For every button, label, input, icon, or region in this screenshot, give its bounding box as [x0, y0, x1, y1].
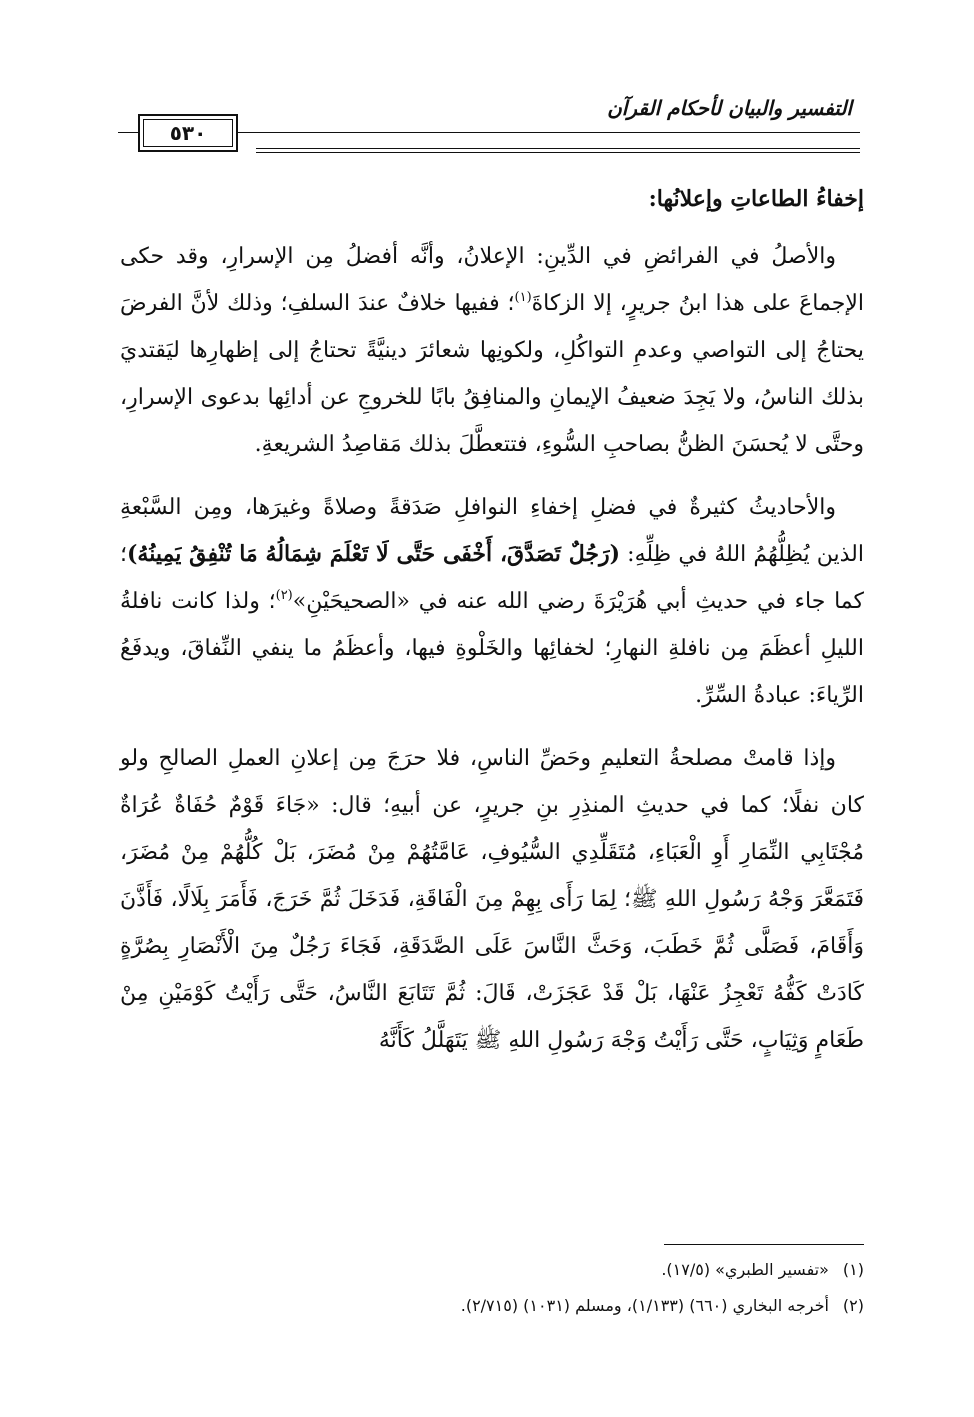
paragraph-1 — [120, 233, 864, 468]
paragraph-1-text: والأصلُ في الفرائضِ في الدِّينِ: الإعلانُ، وأنَّه أفضلُ مِن الإسرارِ، وقد حكى الإجماعَ على هذا ابنُ جريرٍ، إلا الزكاةَ — [120, 244, 864, 316]
footnotes — [120, 1252, 864, 1324]
footnote-1 — [120, 1252, 864, 1288]
main-text — [120, 176, 864, 1080]
paragraph-2-text-a: والأحاديثُ كثيرةٌ في فضلِ إخفاءِ النوافلِ صَدَقةً وصلاةً وغيرَها، ومِن السَّبْعةِ الذين يُظِلُّهُمُ اللهُ في ظِلِّهِ: — [120, 495, 865, 567]
book-title: التفسير والبيان لأحكام القرآن — [607, 96, 852, 120]
header-rule-lower-thin — [256, 152, 860, 153]
page-header — [118, 96, 860, 164]
footnote-text: «تفسير الطبري» (١٧/٥). — [661, 1260, 829, 1279]
paragraph-3 — [120, 735, 864, 1064]
paragraph-2 — [120, 484, 864, 719]
paragraph-2-text-c: ؛ ولذا كانت نافلةُ الليلِ أعظَمَ مِن نافلةِ النهارِ؛ لخفائِها والخَلْوةِ فيها، وأعظَمُ ما ينفي النِّفاقَ، ويدفَعُ الرِّياءَ: عبادةُ السِّرِّ. — [120, 589, 864, 708]
footnote-2 — [120, 1288, 864, 1324]
section-heading: إخفاءُ الطاعاتِ وإعلانُها: — [648, 186, 864, 212]
paragraph-2-text-b: ؛ كما جاء في حديثِ أبي هُرَيْرَةَ رضي الله عنه في «الصحيحَيْنِ» — [120, 542, 864, 614]
page-number: ٥٣٠ — [143, 119, 233, 147]
footnote-number: (١) — [842, 1260, 864, 1279]
paragraph-1-rest: ؛ ففيها خلافٌ عندَ السلفِ؛ وذلك لأنَّ الفرضَ يحتاجُ إلى التواصي وعدمِ التواكُلِ، ولكونِها شعائرَ دينيَّةً تحتاجُ إلى إظهارِها ليَقتديَ بذلك الناسُ، ولا يَجِدَ ضعيفُ الإيمانِ والمنافِقُ بابًا للخروجِ عن أدائِها بدعوى الإسرارِ، وحتَّى لا يُحسَنَ الظنُّ بصاحبِ السُّوءِ، فتتعطَّلَ بذلك مَقاصِدُ الشريعةِ. — [120, 291, 864, 457]
paragraph-3-text: وإذا قامتْ مصلحةُ التعليمِ وحَضِّ الناسِ، فلا حرَجَ مِن إعلانِ العملِ الصالحِ ولو كان نفلًا؛ كما في حديثِ المنذِرِ بنِ جريرٍ، عن أبيهِ؛ قال: «جَاءَ قَوْمٌ حُفَاةٌ عُرَاةٌ مُجْتَابِي النِّمَارِ أَوِ الْعَبَاءِ، مُتَقَلِّدِي السُّيُوفِ، عَامَّتُهُمْ مِنْ مُضَرَ، بَلْ كُلُّهُمْ مِنْ مُضَرَ، فَتَمَعَّرَ وَجْهُ رَسُولِ اللهِ ﷺ؛ لِمَا رَأَى بِهِمْ مِنَ الْفَاقَةِ، فَدَخَلَ ثُمَّ خَرَجَ، فَأَمَرَ بِلَالًا، فَأَذَّنَ وَأَقَامَ، فَصَلَّى ثُمَّ خَطَبَ، وَحَثَّ النَّاسَ عَلَى الصَّدَقَةِ، فَجَاءَ رَجُلٌ مِنَ الْأَنْصَارِ بِصُرَّةٍ كَادَتْ كَفُّهُ تَعْجِزُ عَنْهَا، بَلْ قَدْ عَجَزَتْ، قَالَ: ثُمَّ تَتَابَعَ النَّاسُ، حَتَّى رَأَيْتُ كَوْمَيْنِ مِنْ طَعَامٍ وَثِيَابٍ، حَتَّى رَأَيْتُ وَجْهَ رَسُولِ اللهِ ﷺ يَتَهَلَّلُ كَأَنَّهُ — [120, 746, 864, 1053]
footnote-number: (٢) — [842, 1296, 864, 1315]
footnote-separator — [664, 1244, 864, 1245]
footnote-ref-1: (١) — [514, 290, 532, 305]
footnote-ref-2: (٢) — [275, 588, 293, 603]
hadith-quote: (رَجُلٌ تَصَدَّقَ، أَخْفَى حَتَّى لَا تَعْلَمَ شِمَالُهُ مَا تُنْفِقُ يَمِينُهُ) — [127, 541, 620, 567]
page-number-box — [138, 114, 238, 152]
header-rule-lower — [256, 148, 860, 149]
footnote-text: أخرجه البخاري (٦٦٠) (١/١٣٣)، ومسلم (١٠٣١) (٢/٧١٥). — [460, 1296, 829, 1315]
